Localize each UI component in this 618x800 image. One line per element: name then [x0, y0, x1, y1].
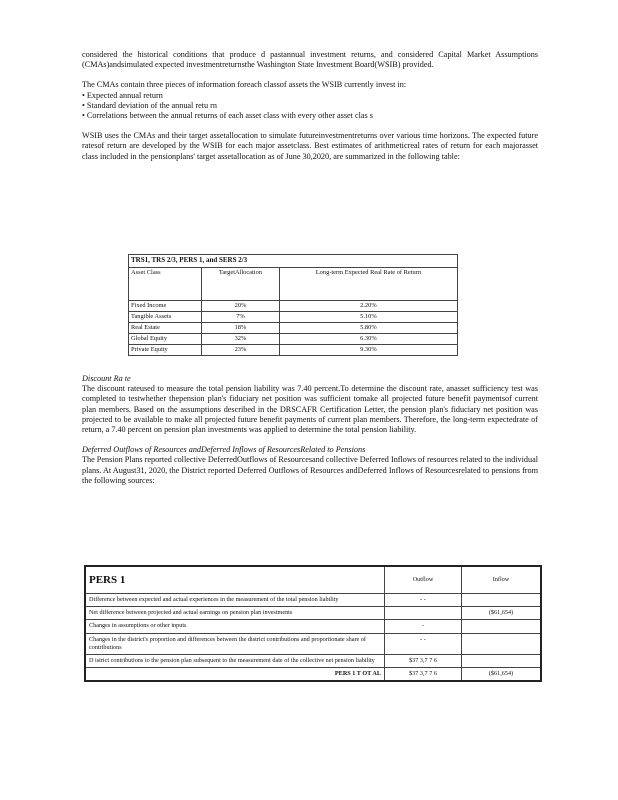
table-cell: Changes in the district's proportion and differences between the district contributions and proportionate share of contributions [85, 633, 385, 654]
total-inflow: ($61,654) [462, 668, 542, 682]
bullet-item: • Standard deviation of the annual retu rn [82, 101, 538, 111]
table-row [129, 334, 458, 345]
table-cell: Private Equity [129, 345, 202, 356]
cma-bullet-list [82, 91, 538, 122]
bullet-item: • Correlations between the annual returns of each asset class with every other asset clas s [82, 111, 538, 121]
table-row [85, 655, 541, 668]
table-cell: 5.80% [279, 323, 457, 334]
table-cell: 5.10% [279, 312, 457, 323]
table-cell: ($61,654) [462, 607, 542, 620]
column-header: Outflow [385, 566, 462, 594]
table-cell: 7% [202, 312, 280, 323]
table-cell: - - [385, 594, 462, 607]
paragraph-cma-contents: The CMAs contain three pieces of information foreach classof assets the WSIB currently invest in: [82, 80, 407, 90]
table-title: PERS 1 [85, 566, 385, 594]
paragraph-cma-intro: considered the historical conditions that produce d pastannual investment returns, and considered Capital Market Assumptions (CMAs)andsimulated expected investmentreturnsthe Washington State Investment Board(WSIB) provided. [82, 50, 538, 70]
table-cell: 20% [202, 301, 280, 312]
table-row [129, 301, 458, 312]
table-cell [462, 655, 542, 668]
discount-rate-heading: Discount Ra te [82, 374, 131, 383]
table-cell: Fixed Income [129, 301, 202, 312]
table-cell: Net difference between projected and actual earnings on pension plan investments [85, 607, 385, 620]
table-row [85, 633, 541, 654]
total-row [85, 668, 541, 682]
table-cell: 23% [202, 345, 280, 356]
column-header: Inflow [462, 566, 542, 594]
table-cell [462, 594, 542, 607]
table-row [129, 323, 458, 334]
table-cell: Difference between expected and actual experiences in the measurement of the total pension liability [85, 594, 385, 607]
table-cell [462, 633, 542, 654]
table-cell: 18% [202, 323, 280, 334]
table-title: TRS1, TRS 2/3, PERS 1, and SERS 2/3 [129, 255, 458, 268]
table-cell: D istrict contributions to the pension plan subsequent to the measurement date of the collective net pension liability [85, 655, 385, 668]
table-row [85, 594, 541, 607]
table-cell: 6.30% [279, 334, 457, 345]
paragraph-deferred: The Pension Plans reported collective DeferredOutflows of Resourcesand collective Deferred Inflows of resources related to the individual plans. At August31, 2020, the District reported Deferred Outflows of Resources andDeferred Inflows of Resourcesrelated to pensions from the following sources: [82, 455, 538, 485]
bullet-item: • Expected annual return [82, 91, 538, 101]
table-cell: Changes in assumptions or other inputs [85, 620, 385, 633]
table-cell: 32% [202, 334, 280, 345]
document-body-lower [82, 374, 538, 486]
table-cell: Global Equity [129, 334, 202, 345]
document-body [82, 50, 538, 162]
pers1-deferred-table [84, 565, 542, 682]
table-cell: 2.20% [279, 301, 457, 312]
column-header: Asset Class [129, 268, 202, 301]
column-header: Long-term Expected Real Rate of Return [279, 268, 457, 301]
table-cell: - - [385, 633, 462, 654]
table-row [85, 620, 541, 633]
table-row [85, 607, 541, 620]
table-cell: Tangible Assets [129, 312, 202, 323]
table-cell: $37 3,7 7 6 [385, 655, 462, 668]
total-label: PERS 1 T OT AL [85, 668, 385, 682]
table-cell: Real Estate [129, 323, 202, 334]
paragraph-wsib: WSIB uses the CMAs and their target assetallocation to simulate futureinvestmentreturns over various time horizons. The expected future ratesof return are developed by the WSIB for each major assetclass. Best estimates of arithmeticreal rates of return for each majorasset class included in the pensionplans' target assetallocation as of June 30,2020, are summarized in the following table: [82, 131, 538, 161]
asset-allocation-table [128, 254, 458, 356]
table-cell: 9.30% [279, 345, 457, 356]
table-cell [462, 620, 542, 633]
column-header: TargetAllocation [202, 268, 280, 301]
table-row [129, 312, 458, 323]
table-row [129, 345, 458, 356]
total-outflow: $37 3,7 7 6 [385, 668, 462, 682]
deferred-heading: Deferred Outflows of Resources andDeferred Inflows of ResourcesRelated to Pensions [82, 445, 366, 455]
table-cell: - [385, 620, 462, 633]
table-cell [385, 607, 462, 620]
paragraph-discount-rate: The discount rateused to measure the total pension liability was 7.40 percent.To determine the discount rate, anasset sufficiency test was completed to testwhether thepension plan's fiduciary net position was sufficient tomake all projected future benefit paymentsof current plan members. Based on the assumptions described in the DRSCAFR Certification Letter, the pension plan's fiduciary net position was projected to be available to make all projected future benefit payments of current plan members. Therefore, the long-term expectedrate of return, a 7.40 percent on pension plan investments was applied to determine the total pension liability. [82, 384, 538, 435]
